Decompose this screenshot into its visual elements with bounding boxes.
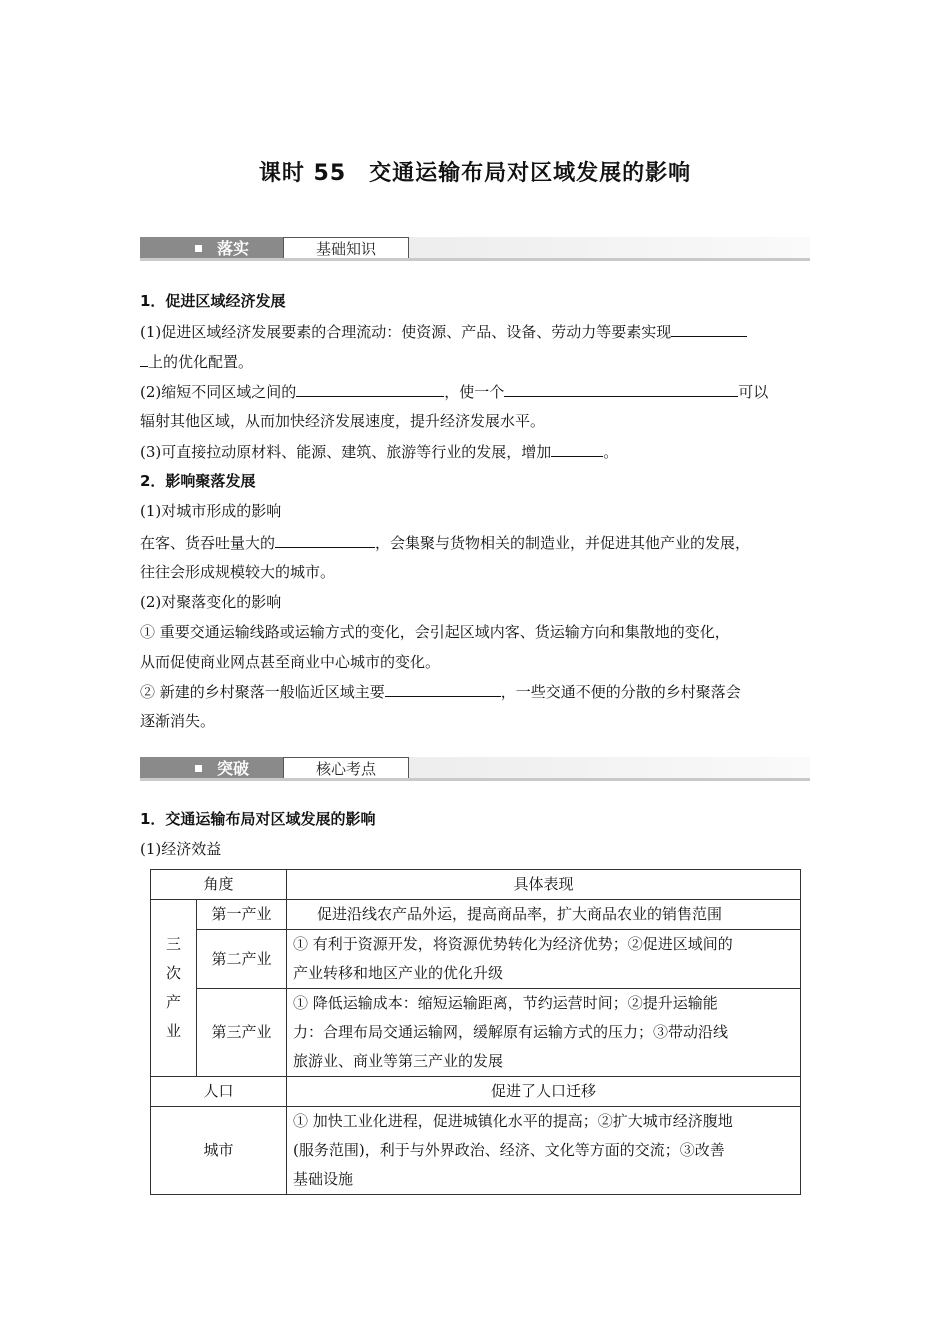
row-name-cell: 人口 xyxy=(151,1077,287,1107)
paragraph-line: 从而促使商业网点甚至商业中心城市的变化。 xyxy=(140,653,441,671)
table-header-row xyxy=(151,870,801,900)
paragraph-line: ① 重要交通运输线路或运输方式的变化，会引起区域内客、货运输方向和集散地的变化， xyxy=(140,623,730,641)
row-content-cell: ① 降低运输成本：缩短运输距离，节约运营时间；②提升运输能 力：合理布局交通运输网，缓解原有运输方式的压力；③带动沿线 旅游业、商业等第三产业的发展 xyxy=(287,989,801,1077)
row-name-cell: 第二产业 xyxy=(197,930,287,989)
fill-blank[interactable] xyxy=(671,321,747,337)
section-banner-tupo xyxy=(140,757,810,781)
row-content-cell: ① 有利于资源开发，将资源优势转化为经济优势；②促进区域间的 产业转移和地区产业的优化升级 xyxy=(287,930,801,989)
paragraph-line: 上的优化配置。 xyxy=(140,351,812,372)
page-title: 课时 55 交通运输布局对区域发展的影响 xyxy=(258,161,692,186)
row-content-cell: 促进沿线农产品外运，提高商品率，扩大商品农业的销售范围 xyxy=(287,900,801,930)
banner-dark-label: 突破 xyxy=(217,759,250,778)
fill-blank[interactable] xyxy=(385,681,501,697)
row-content-cell: 促进了人口迁移 xyxy=(287,1077,801,1107)
paragraph-line: ② 新建的乡村聚落一般临近区域主要 ，一些交通不便的分散的乡村聚落会 xyxy=(140,683,741,701)
banner-strip xyxy=(140,258,810,261)
row-content-cell: ① 加快工业化进程，促进城镇化水平的提高；②扩大城市经济腹地 (服务范围)，利于与外界政治、经济、文化等方面的交流；③改善 基础设施 xyxy=(287,1107,801,1195)
banner-strip xyxy=(140,778,810,781)
banner-box-label: 核心考点 xyxy=(283,757,409,781)
section-banner-luoshi xyxy=(140,237,810,261)
paragraph-line: 在客、货吞吐量大的 ，会集聚与货物相关的制造业，并促进其他产业的发展， xyxy=(140,534,751,552)
fill-blank[interactable] xyxy=(140,351,148,367)
fill-blank[interactable] xyxy=(551,441,603,457)
heading-1: 1．促进区域经济发展 xyxy=(140,292,286,310)
paragraph-line: 往往会形成规模较大的城市。 xyxy=(140,563,336,581)
heading-2: 2．影响聚落发展 xyxy=(140,472,256,490)
table-row xyxy=(151,930,801,989)
paragraph-line: 逐渐消失。 xyxy=(140,712,216,730)
table-row xyxy=(151,1077,801,1107)
economic-benefit-table xyxy=(150,869,801,1195)
row-name-cell: 城市 xyxy=(151,1107,287,1195)
subheading: (1)经济效益 xyxy=(140,840,222,858)
paragraph-line: 辐射其他区域，从而加快经济发展速度，提升经济发展水平。 xyxy=(140,412,546,430)
fill-blank[interactable] xyxy=(504,381,738,397)
group-label-cell: 三 次 产 业 xyxy=(151,900,197,1077)
header-cell: 角度 xyxy=(151,870,287,900)
table-row xyxy=(151,1107,801,1195)
table-row xyxy=(151,900,801,930)
paragraph-line: (1)促进区域经济发展要素的合理流动：使资源、产品、设备、劳动力等要素实现 xyxy=(140,321,812,342)
fill-blank[interactable] xyxy=(275,532,375,548)
paragraph-line: (3)可直接拉动原材料、能源、建筑、旅游等行业的发展，增加 。 xyxy=(140,443,619,461)
subheading: (1)对城市形成的影响 xyxy=(140,502,282,520)
heading-3: 1．交通运输布局对区域发展的影响 xyxy=(140,810,376,828)
fill-blank[interactable] xyxy=(296,381,444,397)
square-bullet-icon xyxy=(195,245,202,252)
banner-box-label: 基础知识 xyxy=(283,237,409,261)
banner-dark-label: 落实 xyxy=(217,239,250,258)
row-name-cell: 第一产业 xyxy=(197,900,287,930)
subheading: (2)对聚落变化的影响 xyxy=(140,593,282,611)
table-row xyxy=(151,989,801,1077)
paragraph-line: (2)缩短不同区域之间的 ，使一个 可以 xyxy=(140,383,769,401)
header-cell: 具体表现 xyxy=(287,870,801,900)
square-bullet-icon xyxy=(195,765,202,772)
row-name-cell: 第三产业 xyxy=(197,989,287,1077)
